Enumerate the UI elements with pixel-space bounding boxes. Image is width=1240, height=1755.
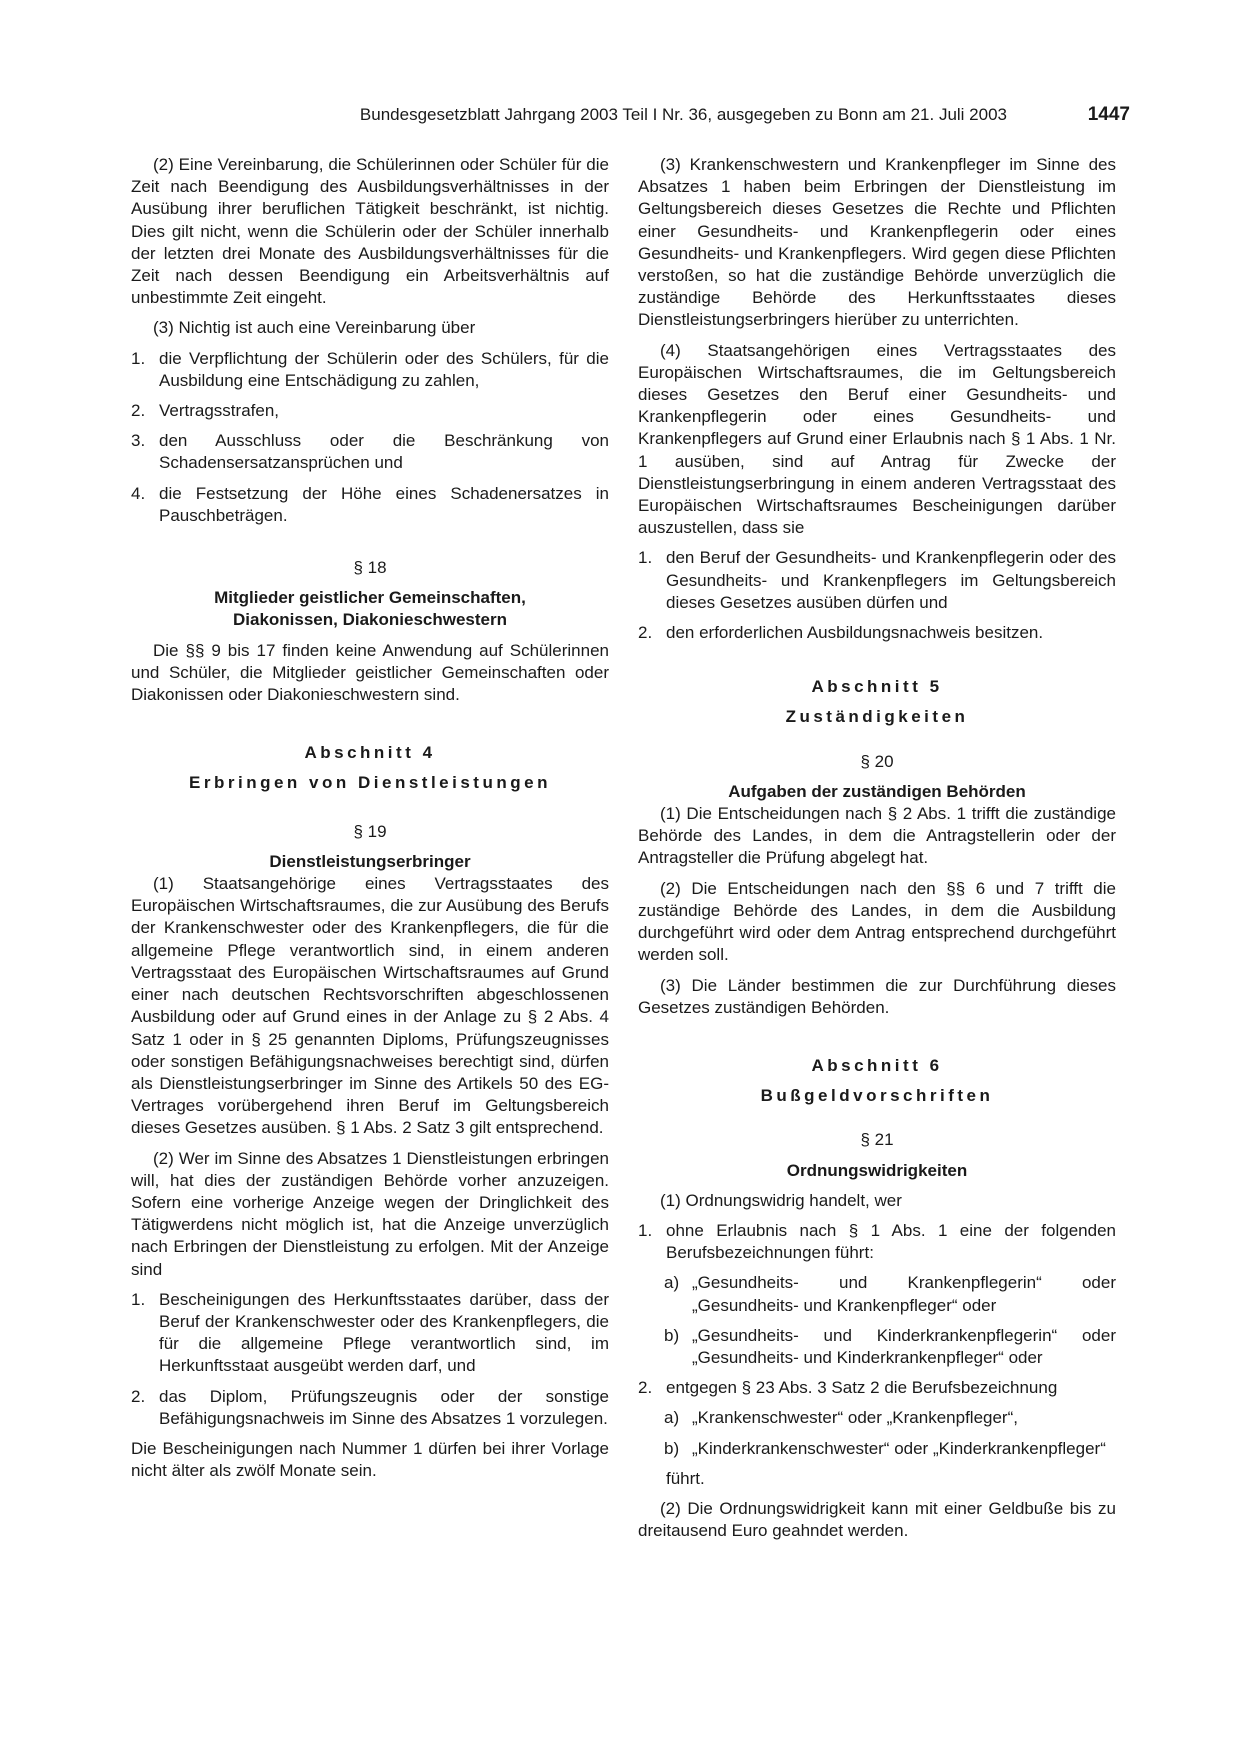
- list-item: [131, 400, 609, 422]
- list-item-text: die Festsetzung der Höhe eines Schadenersatzes in Pauschbeträgen.: [159, 483, 609, 525]
- list-item-number: 1.: [131, 1289, 146, 1309]
- section-21-paragraph-1: (1) Ordnungswidrig handelt, wer: [660, 1190, 902, 1210]
- section-19-paragraph-4: (4) Staatsangehörigen eines Vertragsstaates des Europäischen Wirtschaftsraumes, die im Geltungsbereich dieses Gesetzes den Beruf einer Gesundheits- und Krankenpflegerin oder eines Gesundheits- und Krankenpflegers auf Grund einer Erlaubnis nach § 1 Abs. 1 Nr. 1 ausüben, sind auf Antrag für Zwecke der Dienstleistungserbringung in einem anderen Vertragsstaat des Europäischen Wirtschaftsraumes Bescheinigungen darüber auszustellen, dass sie: [638, 340, 1116, 538]
- section-19-paragraph-2: (2) Wer im Sinne des Absatzes 1 Dienstleistungen erbringen will, hat dies der zuständigen Behörde vorher anzuzeigen. Sofern eine vorherige Anzeige wegen der Dringlichkeit des Tätigwerdens nicht möglich ist, hat die Anzeige unverzüglich nach Erbringen der Dienstleistung zu erfolgen. Mit der Anzeige sind: [131, 1148, 609, 1279]
- section-20-sign: § 20: [860, 751, 894, 771]
- list-item: [131, 348, 609, 392]
- section-20-title: Aufgaben der zuständigen Behörden: [728, 781, 1026, 801]
- page-number: 1447: [1087, 104, 1130, 125]
- section-20-paragraph-1: (1) Die Entscheidungen nach § 2 Abs. 1 trifft die zuständige Behörde des Landes, in dem die Antragstellerin oder der Antragsteller die Prüfung abgelegt hat.: [638, 804, 1116, 868]
- list-item-text: Vertragsstrafen,: [159, 401, 280, 421]
- sub-list-item-text: „Kinderkrankenschwester“ oder „Kinderkrankenpfleger“: [692, 1438, 1106, 1458]
- section-21-sign: § 21: [860, 1130, 894, 1150]
- section-19-paragraph-3: (3) Krankenschwestern und Krankenpfleger im Sinne des Absatzes 1 haben beim Erbringen der Dienstleistung im Geltungsbereich dieses Gesetzes die Rechte und Pflichten einer Gesundheits- und Krankenpflegerin oder eines Gesundheits- und Krankenpflegers. Wird gegen diese Pflichten verstoßen, so hat die zuständige Behörde unverzüglich die zuständige Behörde des Herkunftsstaates dieses Dienstleistungserbringers hierüber zu unterrichten.: [638, 155, 1116, 330]
- list-item-number: 2.: [638, 623, 653, 643]
- list-item: [131, 430, 609, 474]
- list-item-number: 4.: [131, 483, 146, 503]
- abschnitt-4-heading: Abschnitt 4: [304, 743, 436, 763]
- sub-list-item-text: „Krankenschwester“ oder „Krankenpfleger“,: [692, 1408, 1018, 1428]
- sub-list-item-letter: a): [664, 1408, 680, 1428]
- section-21-title: Ordnungswidrigkeiten: [786, 1160, 968, 1180]
- sub-list-item: [638, 1325, 1116, 1369]
- list-item-text: den Ausschluss oder die Beschränkung von Schadensersatzansprüchen und: [159, 431, 609, 473]
- list-item-text: entgegen § 23 Abs. 3 Satz 2 die Berufsbezeichnung: [666, 1378, 1058, 1398]
- list-item-number: 1.: [131, 348, 146, 368]
- sub-list-item-letter: b): [664, 1438, 680, 1458]
- list-item-text: den erforderlichen Ausbildungsnachweis besitzen.: [666, 623, 1044, 643]
- page-header: [130, 100, 1130, 130]
- left-column: [131, 154, 609, 1482]
- header-title: Bundesgesetzblatt Jahrgang 2003 Teil I Nr. 36, ausgegeben zu Bonn am 21. Juli 2003: [359, 105, 1007, 124]
- list-item-number: 1.: [638, 548, 653, 568]
- sub-list-item-text: „Gesundheits- und Krankenpflegerin“ oder „Gesundheits- und Krankenpfleger“ oder: [692, 1273, 1116, 1315]
- list-item-number: 2.: [638, 1378, 653, 1398]
- list-item-number: 1.: [638, 1220, 653, 1240]
- section-19-paragraph-2-tail: Die Bescheinigungen nach Nummer 1 dürfen bei ihrer Vorlage nicht älter als zwölf Monate sein.: [131, 1438, 609, 1481]
- section-18-title-line-2: Diakonissen, Diakonieschwestern: [233, 610, 507, 630]
- list-item-text: Bescheinigungen des Herkunftsstaates darüber, dass der Beruf der Krankenschwester oder des Krankenpflegers, die für die allgemeine Pflege verantwortlich sind, im Herkunftsstaat ausgeübt werden darf, und: [159, 1289, 609, 1376]
- paragraph-17-2: (2) Eine Vereinbarung, die Schülerinnen oder Schüler für die Zeit nach Beendigung des Ausbildungsverhältnisses in der Ausübung ihrer beruflichen Tätigkeit beschränkt, ist nichtig. Dies gilt nicht, wenn die Schülerin oder der Schüler innerhalb der letzten drei Monate des Ausbildungsverhältnisses für die Zeit nach dessen Beendigung ein Arbeitsverhältnis auf unbestimmte Zeit eingeht.: [131, 155, 609, 308]
- list-item: [638, 1220, 1116, 1264]
- list-item-number: 3.: [131, 431, 146, 451]
- section-19-title: Dienstleistungserbringer: [269, 851, 471, 871]
- sub-list-item-letter: a): [664, 1273, 680, 1293]
- list-item: [131, 1386, 609, 1430]
- section-20-paragraph-2: (2) Die Entscheidungen nach den §§ 6 und 7 trifft die zuständige Behörde des Landes, in dem die Ausbildung durchgeführt wird oder dem Antrag entsprechend durchgeführt werden soll.: [638, 878, 1116, 965]
- list-item-text: ohne Erlaubnis nach § 1 Abs. 1 eine der folgenden Berufsbezeichnungen führt:: [666, 1220, 1116, 1263]
- paragraph-17-3: (3) Nichtig ist auch eine Vereinbarung über: [153, 318, 476, 338]
- abschnitt-6-heading: Abschnitt 6: [811, 1055, 943, 1075]
- section-19-sign: § 19: [353, 821, 387, 841]
- list-item: [131, 483, 609, 527]
- list-item: [131, 1289, 609, 1378]
- section-18-text: Die §§ 9 bis 17 finden keine Anwendung auf Schülerinnen und Schüler, die Mitglieder geistlicher Gemeinschaften oder Diakonissen oder Diakonieschwestern sind.: [131, 640, 609, 705]
- list-item-number: 2.: [131, 401, 146, 421]
- list-item-text: das Diplom, Prüfungszeugnis oder der sonstige Befähigungsnachweis im Sinne des Absatzes 1 vorzulegen.: [159, 1386, 609, 1428]
- sub-list-item-letter: b): [664, 1325, 680, 1345]
- section-19-paragraph-1: (1) Staatsangehörige eines Vertragsstaates des Europäischen Wirtschaftsraumes, die zur Ausübung des Berufs der Krankenschwester oder des Krankenpflegers, die für die allgemeine Pflege verantwortlich sind, in einem anderen Vertragsstaat des Europäischen Wirtschaftsraumes auf Grund einer nach deutschen Rechtsvorschriften abgeschlossenen Ausbildung oder auf Grund eines in der Anlage zu § 2 Abs. 4 Satz 1 oder in § 25 genannten Diploms, Prüfungszeugnisses oder sonstigen Befähigungsnachweises berechtigt sind, dürfen als Dienstleistungserbringer im Sinne des Artikels 50 des EG-Vertrages vorübergehend ihren Beruf im Geltungsbereich dieses Gesetzes ausüben. § 1 Abs. 2 Satz 3 gilt entsprechend.: [131, 874, 609, 1138]
- abschnitt-6-title: Bußgeldvorschriften: [760, 1086, 994, 1106]
- section-18-sign: § 18: [353, 558, 387, 578]
- abschnitt-4-title: Erbringen von Dienstleistungen: [189, 773, 551, 793]
- list-item-text: den Beruf der Gesundheits- und Krankenpflegerin oder des Gesundheits- und Krankenpflegers im Geltungsbereich dieses Gesetzes ausüben dürfen und: [666, 548, 1116, 612]
- abschnitt-5-title: Zuständigkeiten: [785, 707, 969, 727]
- sub-list-item: [638, 1407, 1116, 1429]
- abschnitt-5-heading: Abschnitt 5: [811, 677, 943, 697]
- list-item: [638, 622, 1116, 644]
- sub-list-item-text: „Gesundheits- und Kinderkrankenpflegerin“ oder „Gesundheits- und Kinderkrankenpfleger“ oder: [692, 1325, 1116, 1367]
- sub-list-item: [638, 1272, 1116, 1316]
- list-item-text: die Verpflichtung der Schülerin oder des Schülers, für die Ausbildung eine Entschädigung zu zahlen,: [159, 348, 609, 390]
- list-item: [638, 1377, 1116, 1399]
- section-20-paragraph-3: (3) Die Länder bestimmen die zur Durchführung dieses Gesetzes zuständigen Behörden.: [638, 975, 1116, 1017]
- section-21-fuehrt: führt.: [666, 1468, 705, 1488]
- list-item-number: 2.: [131, 1386, 146, 1406]
- section-18-title-line-1: Mitglieder geistlicher Gemeinschaften,: [214, 588, 526, 608]
- section-21-paragraph-2: (2) Die Ordnungswidrigkeit kann mit einer Geldbuße bis zu dreitausend Euro geahndet werden.: [638, 1498, 1116, 1541]
- sub-list-item: [638, 1438, 1116, 1460]
- right-column: [638, 154, 1116, 1542]
- list-item: [638, 547, 1116, 614]
